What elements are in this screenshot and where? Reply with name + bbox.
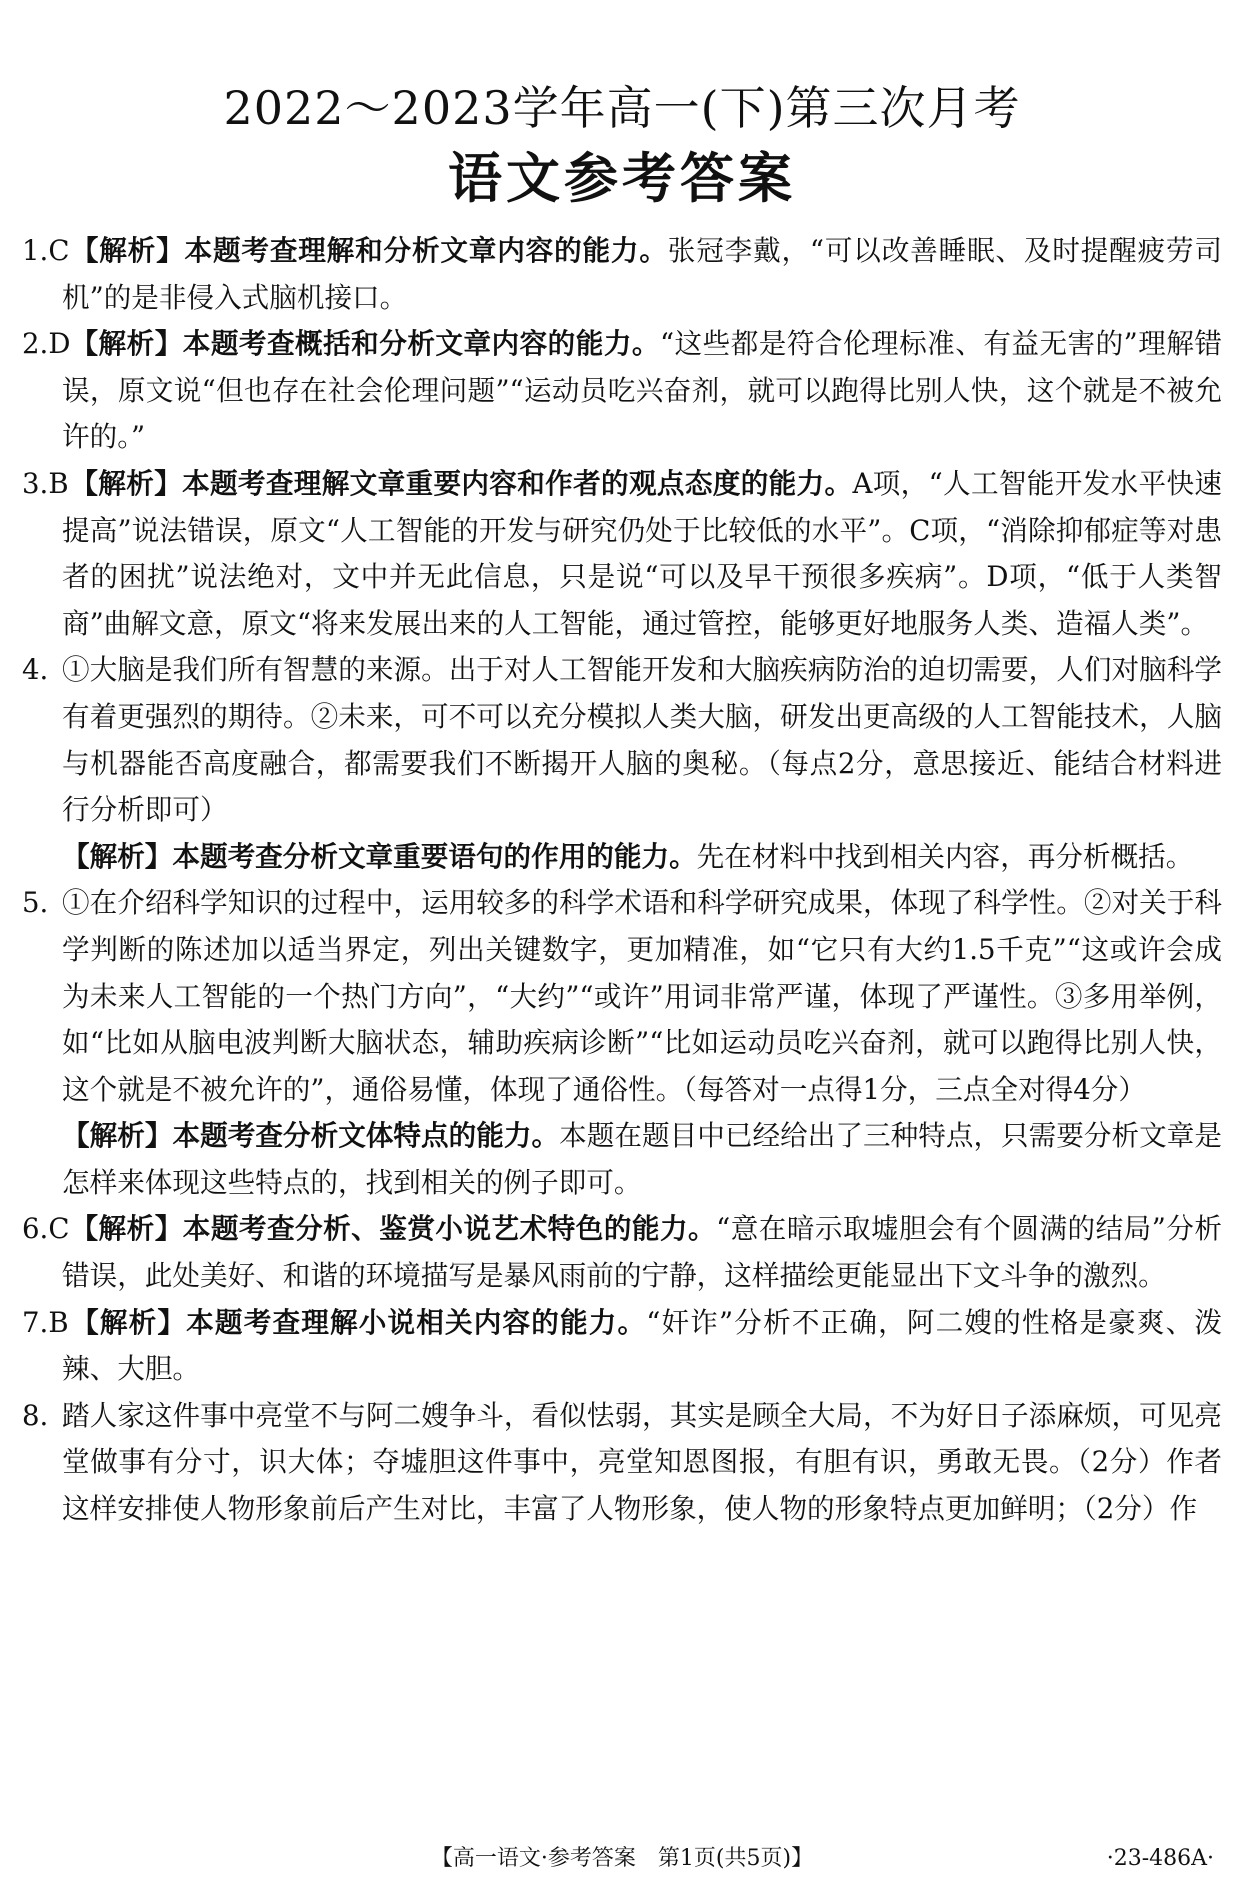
answer-number: 8.	[22, 1398, 49, 1432]
answer-item-6	[22, 1206, 1222, 1299]
analysis-tag: 【解析】本题考查分析文章重要语句的作用的能力。	[62, 839, 697, 873]
answer-number: 6.C	[22, 1212, 70, 1246]
analysis-tag: 【解析】本题考查分析文体特点的能力。	[62, 1119, 560, 1153]
answer-number: 2.D	[22, 327, 71, 361]
page-footer	[0, 1842, 1244, 1876]
answer-number: 4.	[22, 653, 49, 687]
answer-text: “这些都是符合伦理标准、有益无害的”理解错误，原文说“但也存在社会伦理问题”“运动员吃兴奋剂，就可以跑得比别人快，这个就是不被允许的。”	[62, 327, 1222, 454]
analysis-tag: 【解析】本题考查理解小说相关内容的能力。	[70, 1305, 647, 1339]
page-title: 2022～2023学年高一(下)第三次月考	[223, 81, 1021, 135]
answer-list	[22, 228, 1222, 1533]
answer-number: 1.C	[22, 234, 70, 267]
answer-item-3	[22, 461, 1222, 647]
analysis-tag: 【解析】本题考查概括和分析文章内容的能力。	[70, 327, 660, 361]
answer-text: 张冠李戴，“可以改善睡眠、及时提醒疲劳司机”的是非侵入式脑机接口。	[62, 234, 1223, 314]
page-subtitle: 语文参考答案	[448, 146, 796, 210]
answer-number: 3.B	[22, 466, 69, 500]
footer-page-info: 【高一语文·参考答案 第1页(共5页)】	[430, 1846, 814, 1871]
analysis-paragraph-4	[22, 834, 1222, 881]
analysis-text: 本题在题目中已经给出了三种特点，只需要分析文章是怎样来体现这些特点的，找到相关的例子即可。	[62, 1119, 1222, 1199]
answer-number: 5.	[22, 886, 49, 920]
answer-item-8	[22, 1393, 1222, 1533]
analysis-tag: 【解析】本题考查分析、鉴赏小说艺术特色的能力。	[70, 1212, 717, 1246]
answer-item-1	[22, 228, 1222, 321]
answer-text: “奸诈”分析不正确，阿二嫂的性格是豪爽、泼辣、大胆。	[62, 1305, 1222, 1386]
answer-text: ①在介绍科学知识的过程中，运用较多的科学术语和科学研究成果，体现了科学性。②对关于科学判断的陈述加以适当界定，列出关键数字，更加精准，如“它只有大约1.5千克”“这或许会成为未来人工智能的一个热门方向”，“大约”“或许”用词非常严谨，体现了严谨性。③多用举例，如“比如从脑电波判断大脑状态，辅助疾病诊断”“比如运动员吃兴奋剂，就可以跑得比别人快，这个就是不被允许的”，通俗易懂，体现了通俗性。（每答对一点得1分，三点全对得4分）	[62, 886, 1222, 1106]
analysis-text: 先在材料中找到相关内容，再分析概括。	[696, 839, 1194, 873]
answer-item-4	[22, 647, 1222, 833]
analysis-paragraph-5	[22, 1113, 1222, 1206]
answer-text: ①大脑是我们所有智慧的来源。出于对人工智能开发和大脑疾病防治的迫切需要，人们对脑科学有着更强烈的期待。②未来，可不可以充分模拟人类大脑，研发出更高级的人工智能技术，人脑与机器能否高度融合，都需要我们不断揭开人脑的奥秘。（每点2分，意思接近、能结合材料进行分析即可）	[62, 653, 1222, 827]
answer-text: 踏人家这件事中亮堂不与阿二嫂争斗，看似怯弱，其实是顾全大局，不为好日子添麻烦，可见亮堂做事有分寸，识大体；夺墟胆这件事中，亮堂知恩图报，有胆有识，勇敢无畏。（2分）作者这样安排使人物形象前后产生对比，丰富了人物形象，使人物的形象特点更加鲜明；（2分）作	[62, 1398, 1222, 1526]
answer-number: 7.B	[22, 1305, 69, 1339]
answer-item-7	[22, 1300, 1222, 1393]
analysis-tag: 【解析】本题考查理解和分析文章内容的能力。	[70, 234, 668, 267]
answer-text: “意在暗示取墟胆会有个圆满的结局”分析错误，此处美好、和谐的环境描写是暴风雨前的宁静，这样描绘更能显出下文斗争的激烈。	[62, 1212, 1222, 1293]
answer-item-5	[22, 880, 1222, 1113]
footer-code: ·23-486A·	[1106, 1846, 1214, 1871]
analysis-tag: 【解析】本题考查理解文章重要内容和作者的观点态度的能力。	[70, 466, 853, 500]
answer-item-2	[22, 321, 1222, 461]
answer-text: A项，“人工智能开发水平快速提高”说法错误，原文“人工智能的开发与研究仍处于比较低的水平”。C项，“消除抑郁症等对患者的困扰”说法绝对，文中并无此信息，只是说“可以及早干预很多疾病”。D项，“低于人类智商”曲解文意，原文“将来发展出来的人工智能，通过管控，能够更好地服务人类、造福人类”。	[62, 466, 1222, 640]
